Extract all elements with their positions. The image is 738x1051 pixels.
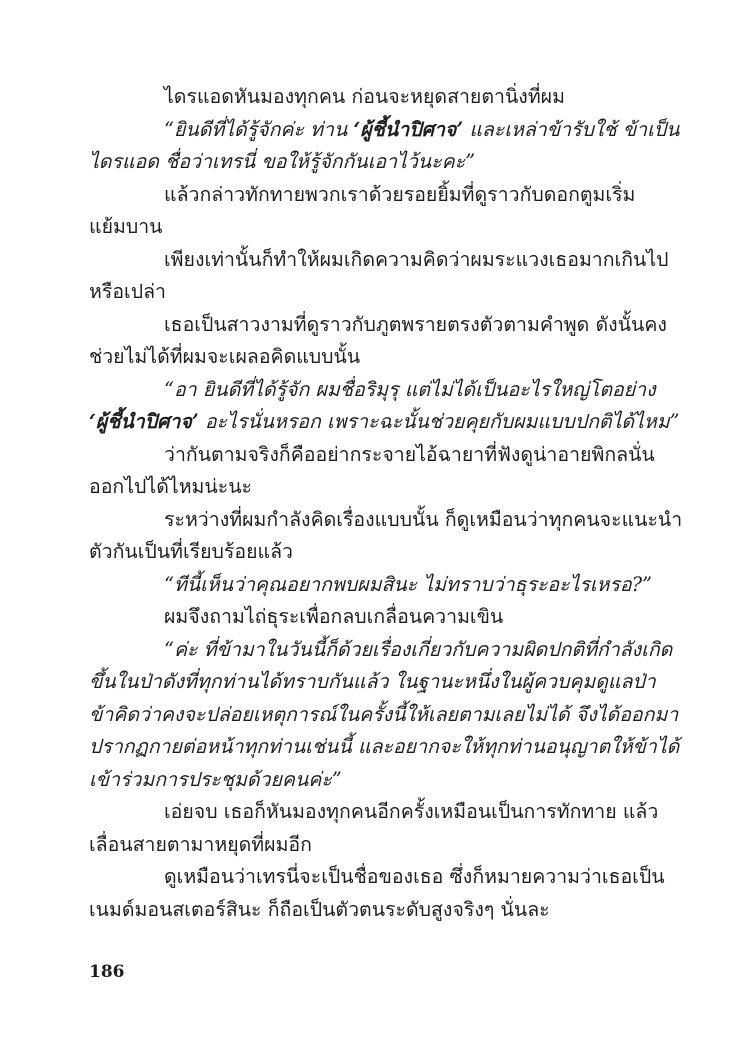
text-line: ออกไปได้ไหมน่ะนะ (89, 475, 253, 498)
text-line: เพียงเท่านั้นก็ทำให้ผมเกิดความคิดว่าผมระแวงเธอมากเกินไป (164, 248, 669, 271)
text-segment: “ยินดีที่ได้รู้จักค่ะ ท่าน (164, 118, 354, 141)
text-line: เลื่อนสายตามาหยุดที่ผมอีก (89, 833, 312, 856)
text-line: ช่วยไม่ได้ที่ผมจะเผลอคิดแบบนั้น (89, 345, 361, 368)
text-line: “ค่ะ ที่ข้ามาในวันนี้ก็ด้วยเรื่องเกี่ยวกับความผิดปกติที่กำลังเกิด (164, 638, 673, 661)
text-line: ข้าคิดว่าคงจะปล่อยเหตุการณ์ในครั้งนี้ให้เลยตามเลยไม่ได้ จึงได้ออกมา (89, 703, 679, 726)
text-line: เข้าร่วมการประชุมด้วยคนค่ะ” (89, 768, 342, 791)
text-line: “อา ยินดีที่ได้รู้จัก ผมชื่อริมุรุ แต่ไม่ได้เป็นอะไรใหญ่โตอย่าง (164, 378, 656, 401)
text-line: ไดรแอด ชื่อว่าเทรนี่ ขอให้รู้จักกันเอาไว้นะคะ” (89, 150, 476, 173)
text-line: ขึ้นในป่าดังที่ทุกท่านได้ทราบกันแล้ว ในฐานะหนึ่งในผู้ควบคุมดูแลป่า (89, 670, 656, 693)
text-segment: และเหล่าข้ารับใช้ ข้าเป็น (463, 118, 680, 141)
title-emphasis: ‘ผู้ชี้นำปิศาจ’ (89, 410, 199, 433)
text-line: ผมจึงถามไถ่ธุระเพื่อกลบเกลื่อนความเขิน (164, 605, 504, 628)
text-segment: อะไรนั่นหรอก เพราะฉะนั้นช่วยคุยกับผมแบบปกติได้ไหม” (198, 410, 680, 433)
text-line: ว่ากันตามจริงก็คืออย่ากระจายไอ้ฉายาที่ฟังดูน่าอายพิกลนั่น (164, 443, 655, 466)
text-line (89, 407, 680, 437)
text-line: ดูเหมือนว่าเทรนี่จะเป็นชื่อของเธอ ซึ่งก็หมายความว่าเธอเป็น (164, 865, 665, 888)
text-line: ปรากฏกายต่อหน้าทุกท่านเช่นนี้ และอยากจะให้ทุกท่านอนุญาตให้ข้าได้ (89, 735, 680, 758)
text-line: ไดรแอดหันมองทุกคน ก่อนจะหยุดสายตานิ่งที่ผม (164, 85, 565, 108)
text-line: หรือเปล่า (89, 280, 166, 303)
page-number: 186 (89, 962, 125, 982)
text-line: ระหว่างที่ผมกำลังคิดเรื่องแบบนั้น ก็ดูเหมือนว่าทุกคนจะแนะนำ (164, 508, 683, 531)
text-line: แย้มบาน (89, 215, 163, 238)
title-emphasis: ‘ผู้ชี้นำปิศาจ’ (353, 118, 464, 141)
text-line: แล้วกล่าวทักทายพวกเราด้วยรอยยิ้มที่ดูราวกับดอกตูมเริ่ม (164, 183, 636, 206)
text-line: “ทีนี้เห็นว่าคุณอยากพบผมสินะ ไม่ทราบว่าธุระอะไรเหรอ?” (164, 573, 653, 596)
text-line: เธอเป็นสาวงามที่ดูราวกับภูตพรายตรงตัวตามคำพูด ดังนั้นคง (164, 313, 667, 336)
text-line (164, 115, 679, 145)
text-line: เอ่ยจบ เธอก็หันมองทุกคนอีกครั้งเหมือนเป็นการทักทาย แล้ว (164, 800, 659, 823)
text-line: ตัวกันเป็นที่เรียบร้อยแล้ว (89, 540, 293, 563)
text-line: เนมด์มอนสเตอร์สินะ ก็ถือเป็นตัวตนระดับสูงจริงๆ นั่นละ (89, 898, 550, 921)
